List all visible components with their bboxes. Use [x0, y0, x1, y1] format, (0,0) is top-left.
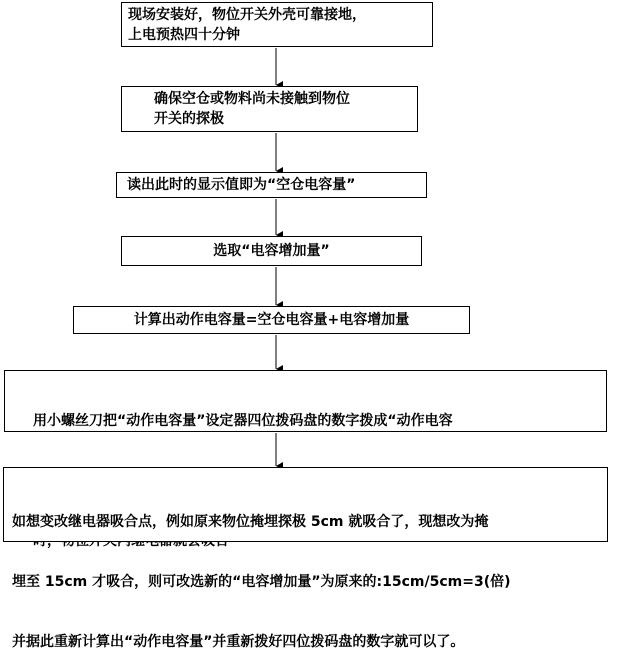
step-4-box: [121, 236, 422, 266]
step-5-box: [73, 306, 470, 334]
step-4-line-1: 选取“电容增加量”: [213, 243, 330, 259]
step-1-line-2: 上电预热四十分钟: [128, 27, 240, 43]
step-2-line-1: 确保空仓或物料尚未接触到物位: [154, 91, 350, 107]
step-3-box: [116, 172, 427, 198]
step-7-line-3: 并据此重新计算出“动作电容量”并重新拨好四位拨码盘的数字就可以了。: [12, 634, 465, 650]
step-7-box: [3, 467, 608, 650]
step-1-line-1: 现场安装好，物位开关外壳可靠接地，: [128, 7, 366, 23]
step-2-line-2: 开关的探极: [154, 111, 224, 127]
step-7-line-1: 如想变改继电器吸合点，例如原来物位掩埋探极 5cm 就吸合了，现想改为掩: [12, 514, 489, 530]
step-6-box: [4, 370, 607, 432]
step-5-line-1: 计算出动作电容量=空仓电容量+电容增加量: [133, 312, 410, 328]
step-7-line-2: 埋至 15cm 才吸合，则可改选新的“电容增加量”为原来的:15cm/5cm=3(倍): [12, 574, 511, 590]
step-3-line-1: 读出此时的显示值即为“空仓电容量”: [127, 177, 356, 193]
step-6-line-1: 用小螺丝刀把“动作电容量”设定器四位拨码盘的数字拨成“动作电容: [33, 413, 453, 429]
step-1-box: [121, 2, 433, 47]
step-2-box: [121, 86, 418, 132]
